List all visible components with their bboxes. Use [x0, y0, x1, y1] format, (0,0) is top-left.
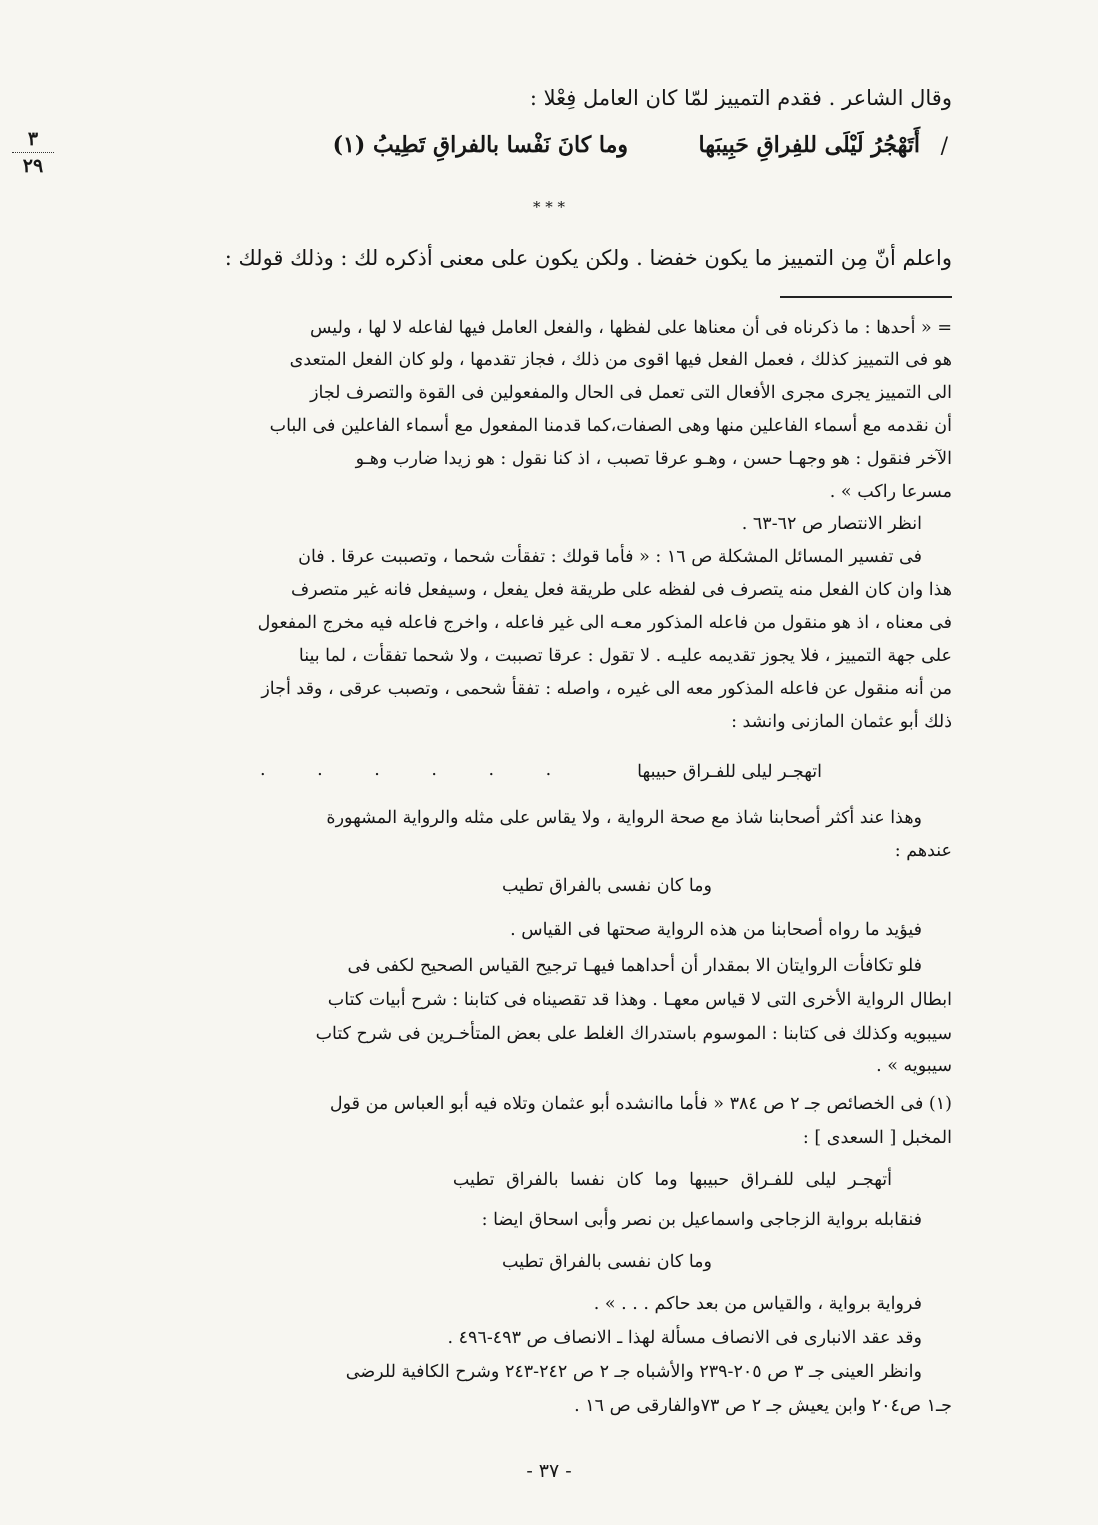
footnote-line: فلو تكافأت الروايتان الا بمقدار أن أحداهما فيهـا ترجيح القياس الصحيح لكفى فى [347, 956, 922, 976]
main-paragraph: واعلم أنّ مِن التمييز ما يكون خفضا . ولكن يكون على معنى أذكره لك : وذلك قولك : [224, 246, 952, 270]
footnote-line: (١) فى الخصائص جـ ٢ ص ٣٨٤ « فأما ماانشده أبو عثمان وتلاه فيه أبو العباس من قول [329, 1094, 952, 1114]
footnote-verse-line: أتهجـر ليلى للفـراق حبيبها وما كان نفسا بالفراق تطيب [452, 1170, 892, 1190]
marginal-separator [12, 152, 54, 153]
footnote-verse-line: اتهجـر ليلى للفـراق حبيبها [637, 762, 822, 782]
marginal-number-top: ٣ [27, 128, 39, 150]
footnote-line: فى تفسير المسائل المشكلة ص ١٦ : « فأما قولك : تفقأت شحما ، وتصببت عرقا . فان [298, 547, 922, 567]
verse-hemistich-1: أَتَهْجُرُ لَيْلَى للفِراقِ حَبِيبَها [698, 132, 920, 158]
footnote-line: سيبويه وكذلك فى كتابنا : الموسوم باستدراك الغلط على بعض المتأخـرين فى شرح كتاب [315, 1024, 952, 1044]
footnote-line: فنقابله برواية الزجاجى واسماعيل بن نصر وأبى اسحاق ايضا : [481, 1210, 922, 1230]
footnote-line: وانظر العينى جـ ٣ ص ٢٠٥-٢٣٩ والأشباه جـ ٢ ص ٢٤٢-٢٤٣ وشرح الكافية للرضى [345, 1362, 922, 1382]
footnote-line: فرواية برواية ، والقياس من بعد حاكم . . . » . [593, 1294, 922, 1314]
footnote-line: الى التمييز يجرى مجرى الأفعال التى تعمل فى الحال والمفعولين فى القوة والتصرف لجاز [310, 383, 952, 403]
footnote-line: وهذا عند أكثر أصحابنا شاذ مع صحة الرواية ، ولا يقاس على مثله والرواية المشهورة [326, 808, 922, 828]
footnote-separator-rule [780, 296, 952, 298]
footnote-line: عندهم : [894, 841, 952, 861]
intro-line: وقال الشاعر . فقدم التمييز لمّا كان العامل فِعْلا : [529, 86, 952, 110]
page-number: - ٣٧ - [526, 1460, 572, 1482]
footnote-line: الآخر فنقول : هو وجهـا حسن ، وهـو عرقا تصبب ، اذ كنا نقول : هو زيدا ضارب وهـو [355, 449, 952, 469]
footnote-line: انظر الانتصار ص ٦٢-٦٣ . [741, 514, 922, 534]
footnote-line: فى معناه ، اذ هو منقول من فاعله المذكور معـه الى غير فاعله ، واخرج فاعله فيه مخرج المفعول [257, 613, 952, 633]
verse-slash: / [940, 134, 948, 159]
marginal-page-reference [8, 128, 58, 177]
footnote-line: هذا وان كان الفعل منه يتصرف فى لفظه على طريقة فعل يفعل ، وسيفعل فانه غير متصرف [291, 580, 952, 600]
footnote-line: سيبويه » . [876, 1056, 952, 1076]
footnote-line: هو فى التمييز كذلك ، فعمل الفعل فيها اقوى من ذلك ، فجاز تقدمها ، ولو كان الفعل المتعدى [289, 350, 952, 370]
marginal-number-bottom: ٢٩ [22, 155, 44, 177]
footnote-verse-line: وما كان نفسى بالفراق تطيب [501, 876, 712, 896]
footnote-line: على جهة التمييز ، فلا يجوز تقديمه عليـه . لا تقول : عرقا تصببت ، ولا شحما تفقأت ، لما بينا [298, 646, 952, 666]
footnote-line: = « أحدها : ما ذكرناه فى أن معناها على لفظها ، والفعل العامل فيها لفاعله لا لها ، وليس [309, 318, 952, 338]
footnote-line: المخبل [ السعدى ] : [802, 1128, 952, 1148]
footnote-ellipsis: . . . . . . [260, 760, 552, 780]
footnote-verse-line: وما كان نفسى بالفراق تطيب [501, 1252, 712, 1272]
footnote-line: من أنه منقول عن فاعله المذكور معه الى غيره ، واصله : تفقأ شحمى ، وتصبب عرقى ، وقد أجاز [261, 679, 952, 699]
footnote-line: جـ١ ص٢٠٤ وابن يعيش جـ ٢ ص ٧٣والفارقى ص ١٦ . [574, 1396, 952, 1416]
footnote-line: ابطال الرواية الأخرى التى لا قياس معهـا . وهذا قد تقصيناه فى كتابنا : شرح أبيات كتاب [327, 990, 952, 1010]
verse-hemistich-2: وما كانَ نَفْسا بالفراقِ تَطِيبُ (١) [332, 132, 628, 158]
footnote-line: مسرعا راكب » . [829, 482, 952, 502]
footnote-line: وقد عقد الانبارى فى الانصاف مسألة لهذا ـ الانصاف ص ٤٩٣-٤٩٦ . [447, 1328, 922, 1348]
footnote-line: أن نقدمه مع أسماء الفاعلين منها وهى الصفات،كما قدمنا المفعول مع أسماء الفاعلين فى الباب [269, 416, 952, 436]
footnote-line: فيؤيد ما رواه أصحابنا من هذه الرواية صحتها فى القياس . [510, 920, 922, 940]
footnote-line: ذلك أبو عثمان المازنى وانشد : [731, 712, 952, 732]
section-stars: * * * [532, 198, 566, 216]
